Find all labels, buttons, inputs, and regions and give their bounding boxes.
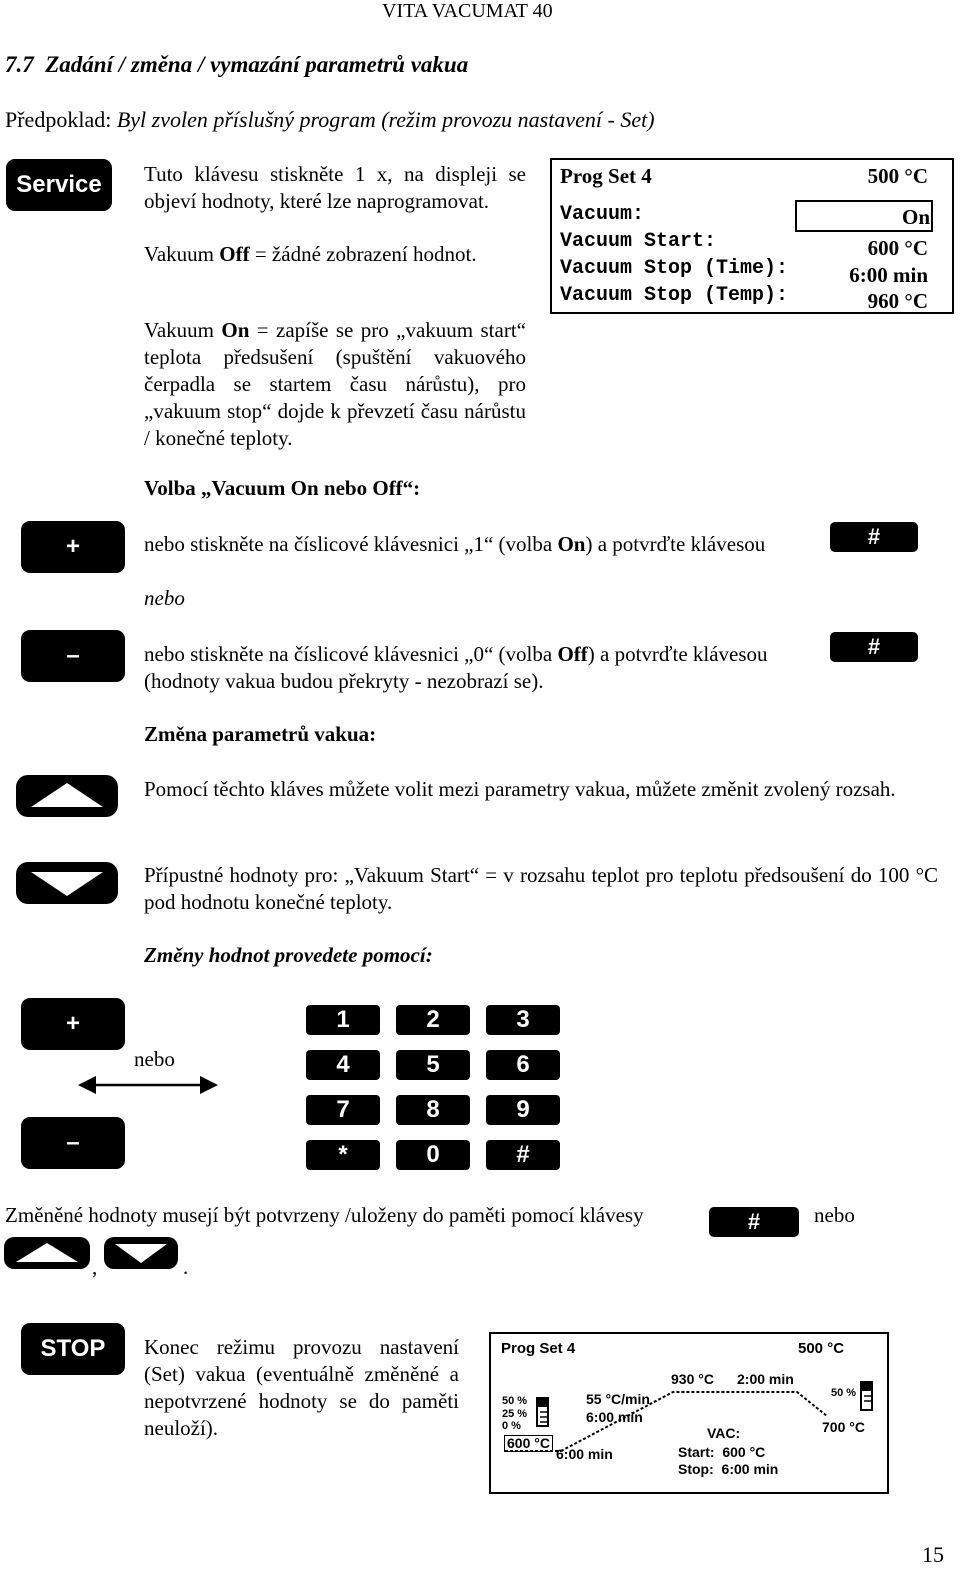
line2-b: Off [557,642,588,666]
key-4[interactable]: 4 [306,1050,380,1080]
zmena-text-1: Pomocí těchto kláves můžete volit mezi parametry vakua, můžete změnit zvolený rozsah. [144,777,896,801]
volba-line-2 [144,641,768,668]
display2-start-temp: 600 °C [504,1435,553,1452]
hash-key-1[interactable]: # [830,522,918,552]
display2-vac-start: Start: 600 °C [678,1444,766,1460]
confirm-comma: , [92,1255,98,1279]
display2-pct-25: 25 % [502,1408,528,1420]
key-star[interactable]: * [306,1140,380,1170]
confirm-text: Změněné hodnoty musejí být potvrzeny /uloženy do paměti pomocí klávesy [5,1203,644,1227]
display2-vac-stop: Stop: 6:00 min [678,1461,779,1477]
display1-title: Prog Set 4 [560,164,652,188]
service-text-1: Tuto klávesu stiskněte 1 x, na displeji se objeví hodnoty, které lze naprogramovat. [144,162,526,213]
key-7[interactable]: 7 [306,1095,380,1125]
display1-value-stop-time: 6:00 min [849,263,928,287]
zmeny-heading: Změny hodnot provedete pomocí: [144,943,433,967]
minus-key-2[interactable]: – [21,1117,125,1169]
line1-a: nebo stiskněte na číslicové klávesnici „1“ (volba [144,532,558,556]
display1-label-stop-temp: Vacuum Stop (Temp): [560,284,789,307]
key-2[interactable]: 2 [396,1005,470,1035]
text2-a: Vakuum [144,242,220,266]
arrow-down-key-2[interactable] [104,1237,178,1269]
volba-heading: Volba „Vacuum On nebo Off“: [144,476,421,500]
section-heading: 7.7 Zadání / změna / vymazání parametrů vakua [5,52,469,77]
service-key[interactable]: Service [6,159,112,211]
hash-key-3[interactable]: # [709,1207,799,1237]
display2-pct-50: 50 % [502,1395,528,1407]
display2-vac-label: VAC: [707,1425,741,1441]
key-0[interactable]: 0 [396,1140,470,1170]
arrow-up-key[interactable] [16,775,118,817]
header-title: VITA VACUMAT 40 [382,0,553,22]
text2-b: Off [219,242,250,266]
service-text-2 [144,241,526,268]
service-text-3 [144,317,526,452]
key-1[interactable]: 1 [306,1005,380,1035]
display1-value-stop-temp: 960 °C [867,289,928,313]
display1-label-vacuum: Vacuum: [560,203,645,226]
display1-value-vacuum: On [901,205,930,229]
volba-line-2b: (hodnoty vakua budou překryty - nezobrazí se). [144,669,544,693]
zmeny-nebo: nebo [134,1047,175,1071]
hash-key-2[interactable]: # [830,632,918,662]
display1-label-start: Vacuum Start: [560,230,717,253]
arrow-down-key[interactable] [16,862,118,904]
line1-b: On [557,532,586,556]
display2-title: Prog Set 4 [501,1340,576,1357]
text3-b: On [221,318,250,342]
display-vacuum-settings [550,158,954,314]
key-5[interactable]: 5 [396,1050,470,1080]
volba-line-1 [144,531,765,558]
stop-key[interactable]: STOP [21,1323,125,1375]
plus-key-2[interactable]: + [21,998,125,1050]
minus-key[interactable]: – [21,630,125,682]
display2-rise-time: 6:00 min [586,1409,643,1425]
key-6[interactable]: 6 [486,1050,560,1080]
key-3[interactable]: 3 [486,1005,560,1035]
zmena-text-2: Přípustné hodnoty pro: „Vakuum Start“ = v rozsahu teplot pro teplotu předsoušení do 100 °C pod hodnotu konečné teploty. [144,863,938,914]
plus-key[interactable]: + [21,521,125,573]
premise-label: Předpoklad: [5,107,112,132]
premise [5,106,655,133]
line2-a: nebo stiskněte na číslicové klávesnici „0“ (volba [144,642,558,666]
text3-a: Vakuum [144,318,222,342]
display1-value-start: 600 °C [867,236,928,260]
key-8[interactable]: 8 [396,1095,470,1125]
key-hash[interactable]: # [486,1140,560,1170]
display2-rate: 55 °C/min [586,1391,650,1407]
double-arrow-icon [78,1073,218,1097]
stop-text: Konec režimu provozu nastavení (Set) vakua (eventuálně změněné a nepotvrzené hodnoty se do paměti neuloží). [144,1335,459,1440]
line1-c: ) a potvrďte klávesou [585,532,766,556]
display2-pct-0: 0 % [502,1420,521,1432]
vacuum-gauge-icon-2 [859,1378,875,1412]
premise-text: Byl zvolen příslušný program (režim provozu nastavení - Set) [116,107,655,132]
volba-nebo: nebo [144,586,185,610]
arrow-up-key-2[interactable] [4,1237,90,1269]
display1-temp: 500 °C [867,164,928,188]
key-9[interactable]: 9 [486,1095,560,1125]
display2-hold-time: 2:00 min [737,1371,794,1387]
page-number: 15 [922,1542,944,1567]
display2-right-pct: 50 % [831,1387,857,1399]
zmena-heading: Změna parametrů vakua: [144,722,377,746]
display2-end-temp: 700 °C [822,1419,865,1435]
confirm-nebo: nebo [814,1203,855,1227]
display1-label-stop-time: Vacuum Stop (Time): [560,257,789,280]
display2-temp: 500 °C [798,1340,845,1357]
line2-c: ) a potvrďte klávesou [587,642,768,666]
display2-start-time: 6:00 min [556,1446,613,1462]
display-program-graph [489,1332,889,1494]
text3-c: = zapíše se pro „vakuum start“ teplota předsušení (spuštění vakuového čerpadla se startem času nárůstu), pro „vakuum stop“ dojde k převzetí času nárůstu / konečné teploty. [144,318,526,450]
confirm-period: . [183,1255,189,1279]
display2-peak-temp: 930 °C [671,1371,714,1387]
text2-c: = žádné zobrazení hodnot. [249,242,477,266]
